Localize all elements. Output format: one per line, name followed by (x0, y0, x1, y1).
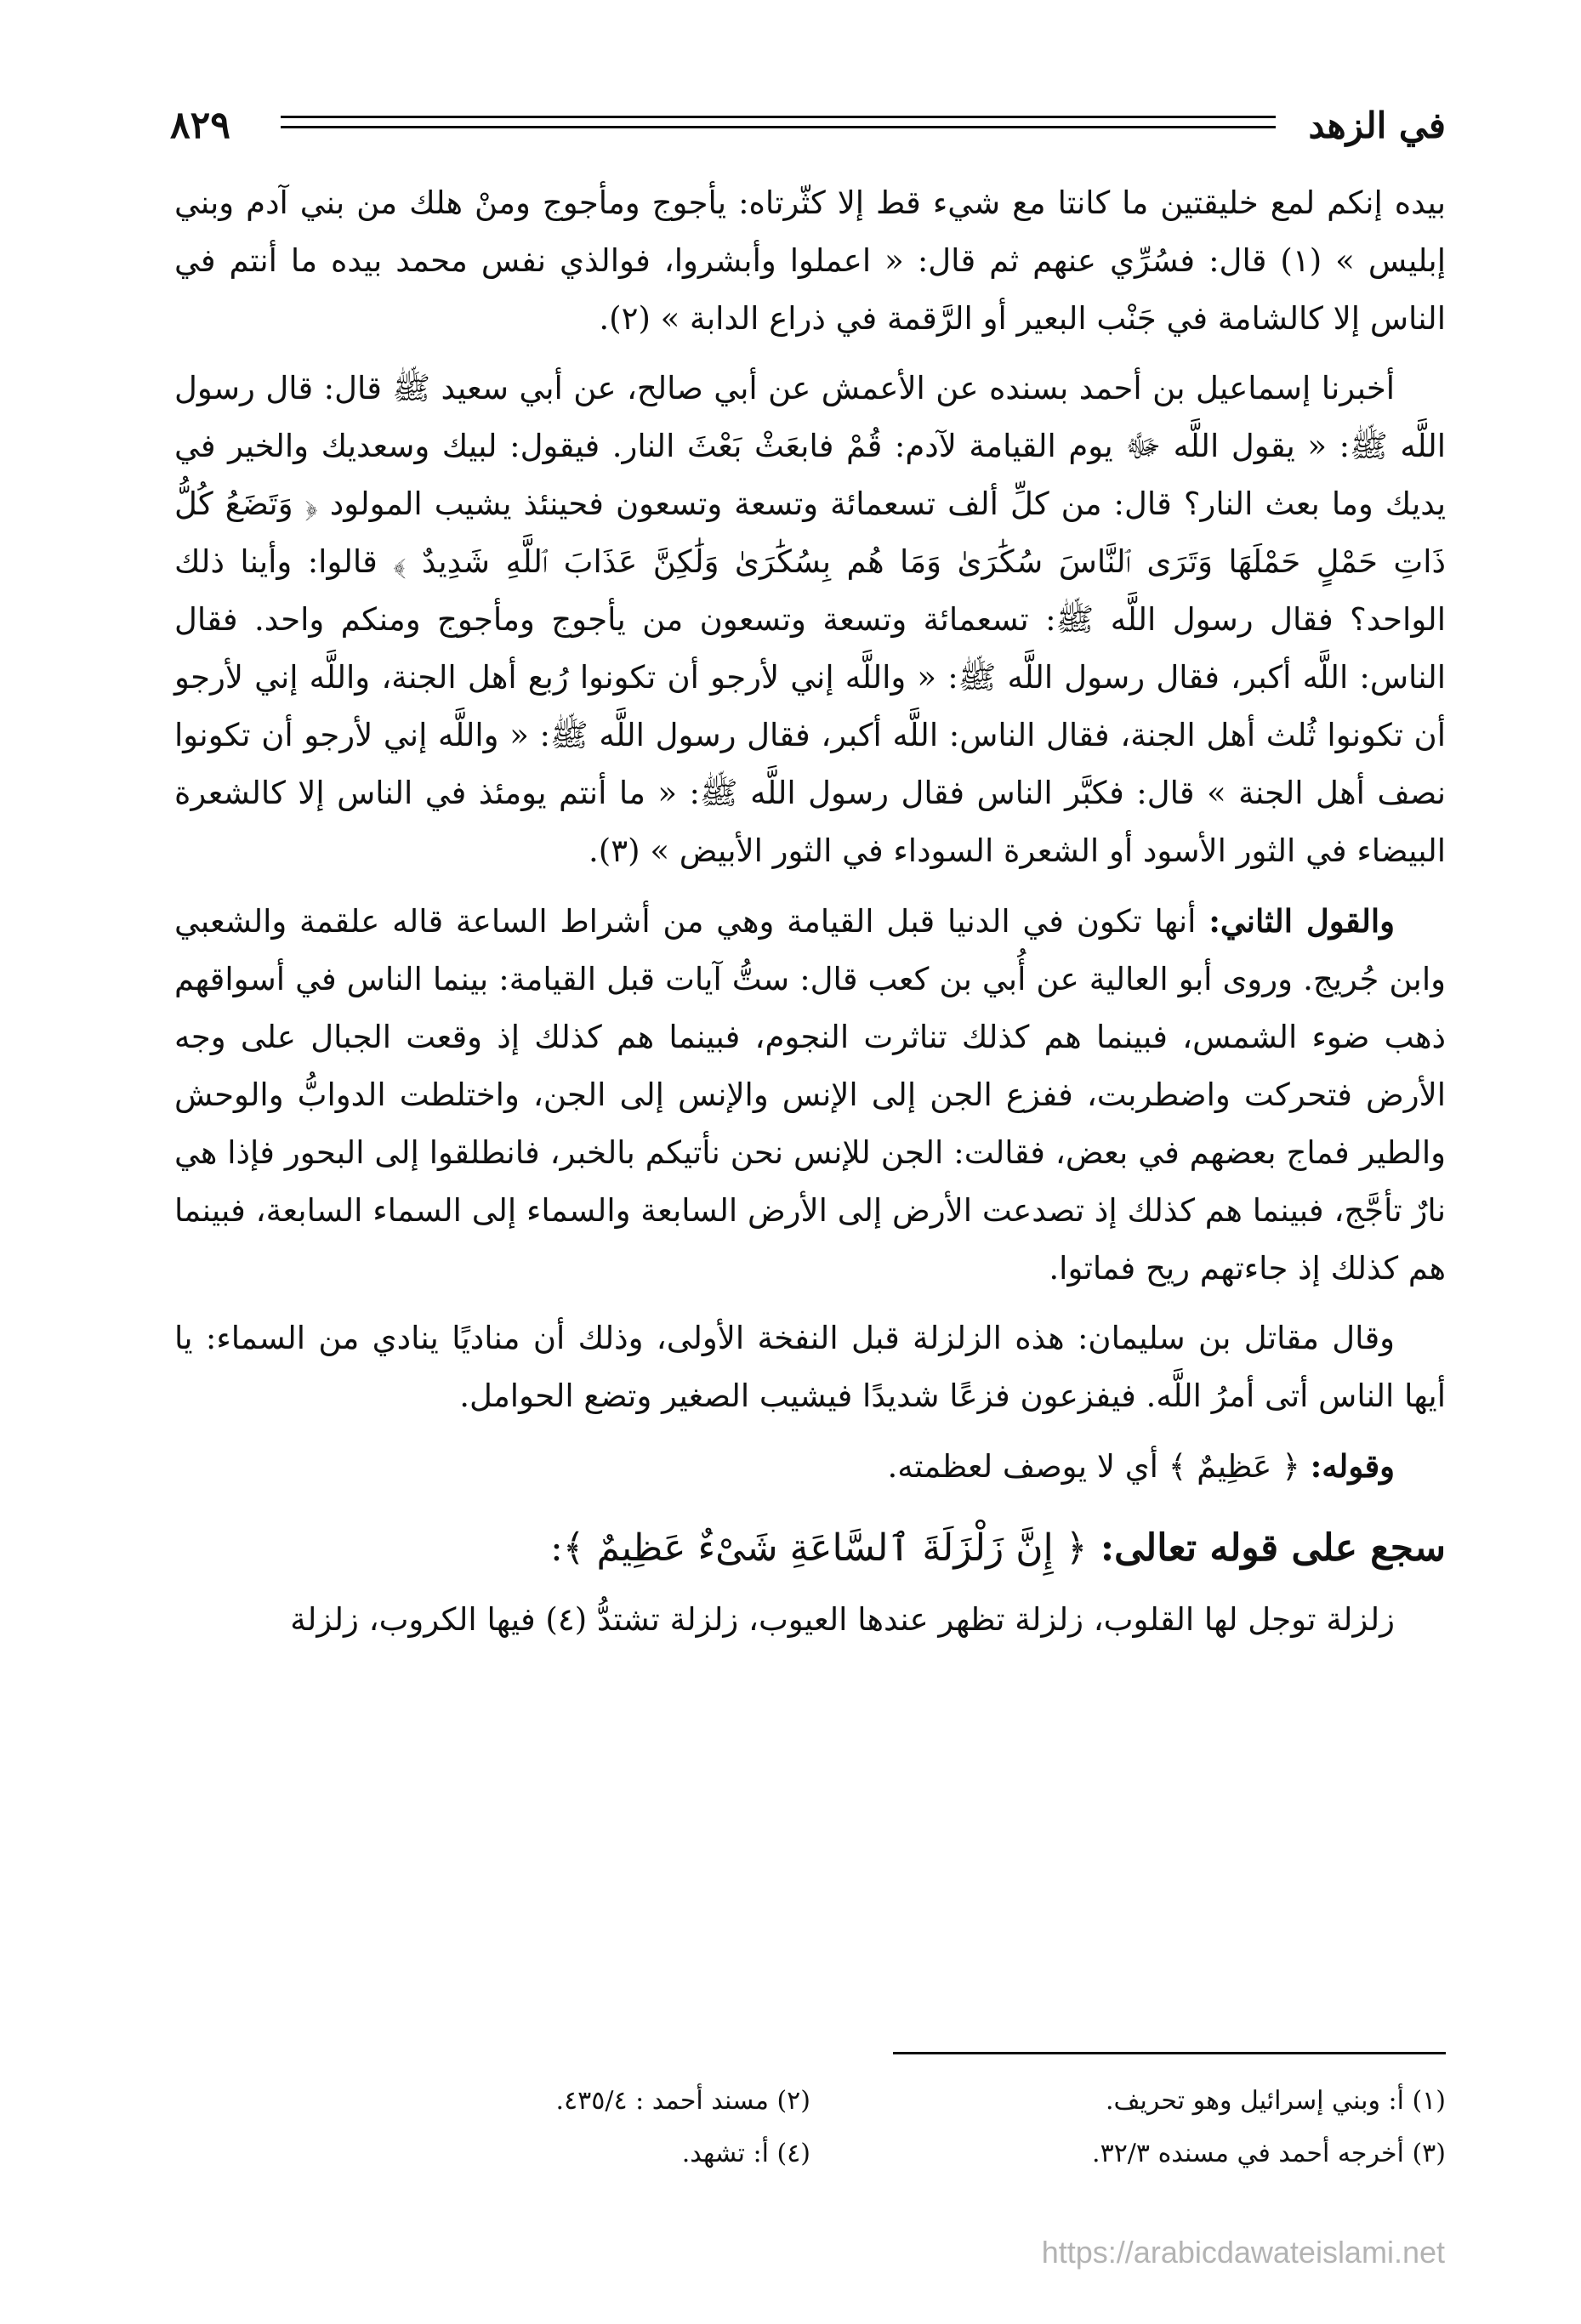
paragraph-text: ﴿ عَظِيمٌ ﴾ أي لا يوصف لعظمته. (887, 1448, 1311, 1485)
footnotes (174, 2075, 1446, 2180)
footnote: (٤) أ: تشهد. (681, 2139, 810, 2168)
section-heading-label: سجع على قوله تعالى: (1100, 1526, 1446, 1570)
paragraph (174, 892, 1446, 1298)
paragraph-lead: والقول الثاني: (1208, 902, 1395, 940)
paragraph-text: زلزلة توجل لها القلوب، زلزلة تظهر عندها العيوب، زلزلة تشتدُّ (٤) فيها الكروب، زلزلة (290, 1601, 1395, 1638)
paragraph (174, 360, 1446, 880)
paragraph-text: بيده إنكم لمع خليقتين ما كانتا مع شيء قط إلا كثّرتاه: يأجوج ومأجوج ومنْ هلك من بني آدم وبني إبليس » (١) قال: فسُرِّي عنهم ثم قال: « اعملوا وأبشروا، فوالذي نفس محمد بيده ما أنتم في الناس إلا كالشامة في جَنْب البعير أو الرَّقمة في ذراع الدابة » (٢). (174, 185, 1446, 337)
paragraph (174, 1310, 1446, 1425)
footnote: (٢) مسند أحمد : ٤٣٥/٤. (555, 2086, 810, 2116)
paragraph (174, 1437, 1446, 1496)
watermark-url: https://arabicdawateislami.net (1041, 2235, 1445, 2270)
paragraph-text: أنها تكون في الدنيا قبل القيامة وهي من أشراط الساعة قاله علقمة والشعبي وابن جُريج. وروى أبو العالية عن أُبي بن كعب قال: ستُّ آيات قبل القيامة: بينما الناس في أسواقهم ذهب ضوء الشمس، فبينما هم كذلك تناثرت النجوم، فبينما هم كذلك إذ وقعت الجبال على وجه الأرض فتحركت واضطربت، ففزع الجن إلى الإنس والإنس إلى الجن، واختلطت الدوابُّ والوحش والطير فماج بعضهم في بعض، فقالت: الجن للإنس نحن نأتيكم بالخبر، فانطلقوا إلى البحور فإذا هي نارٌ تأجَّج، فبينما هم كذلك إذ تصدعت الأرض إلى الأرض السابعة والسماء إلى السماء السابعة، فبينما هم كذلك إذ جاءتهم ريح فماتوا. (174, 903, 1446, 1287)
main-text (174, 174, 1446, 1661)
paragraph-text: وقال مقاتل بن سليمان: هذه الزلزلة قبل النفخة الأولى، وذلك أن مناديًا ينادي من السماء: يا أيها الناس أتى أمرُ اللَّه. فيفزعون فزعًا شديدًا فيشيب الصغير وتضع الحوامل. (174, 1320, 1446, 1414)
closing-paragraph (174, 1591, 1446, 1649)
footnote-rule (893, 2052, 1446, 2054)
footnote: (٣) أخرجه أحمد في مسنده ٣٢/٣. (1092, 2139, 1446, 2168)
section-heading-verse: ﴿ إِنَّ زَلْزَلَةَ ٱلسَّاعَةِ شَىْءٌ عَظِيمٌ ﴾: (549, 1526, 1088, 1570)
running-head: في الزهد (1308, 105, 1446, 146)
paragraph (174, 174, 1446, 348)
page-number: ٨٢٩ (170, 104, 230, 147)
footnote-row (174, 2128, 1446, 2180)
page-header (170, 100, 1446, 168)
header-rule (281, 116, 1276, 128)
paragraph-text: أخبرنا إسماعيل بن أحمد بسنده عن الأعمش عن أبي صالح، عن أبي سعيد ﷺ قال: قال رسول اللَّه ﷺ: « يقول اللَّه ﷻ يوم القيامة لآدم: قُمْ فابعَثْ بَعْثَ النار. فيقول: لبيك وسعديك والخير في يديك وما بعث النار؟ قال: من كلِّ ألف تسعمائة وتسعة وتسعون فحينئذ يشيب المولود ﴿ وَتَضَعُ كُلُّ ذَاتِ حَمْلٍ حَمْلَهَا وَتَرَى ٱلنَّاسَ سُكَٰرَىٰ وَمَا هُم بِسُكَٰرَىٰ وَلَٰكِنَّ عَذَابَ ٱللَّهِ شَدِيدٌ ﴾ قالوا: وأينا ذلك الواحد؟ فقال رسول اللَّه ﷺ: تسعمائة وتسعة وتسعون من يأجوج ومأجوج ومنكم واحد. فقال الناس: اللَّه أكبر، فقال رسول اللَّه ﷺ: « واللَّه إني لأرجو أن تكونوا رُبع أهل الجنة، واللَّه إني لأرجو أن تكونوا ثُلث أهل الجنة، فقال الناس: اللَّه أكبر، فقال رسول اللَّه ﷺ: « واللَّه إني لأرجو أن تكونوا نصف أهل الجنة » قال: فكبَّر الناس فقال رسول اللَّه ﷺ: « ما أنتم يومئذ في الناس إلا كالشعرة البيضاء في الثور الأسود أو الشعرة السوداء في الثور الأبيض » (٣). (174, 370, 1446, 869)
paragraph-lead: وقوله: (1310, 1447, 1395, 1485)
footnote: (١) أ: وبني إسرائيل وهو تحريف. (1105, 2086, 1446, 2116)
footnote-row (174, 2075, 1446, 2128)
section-heading (174, 1514, 1446, 1582)
